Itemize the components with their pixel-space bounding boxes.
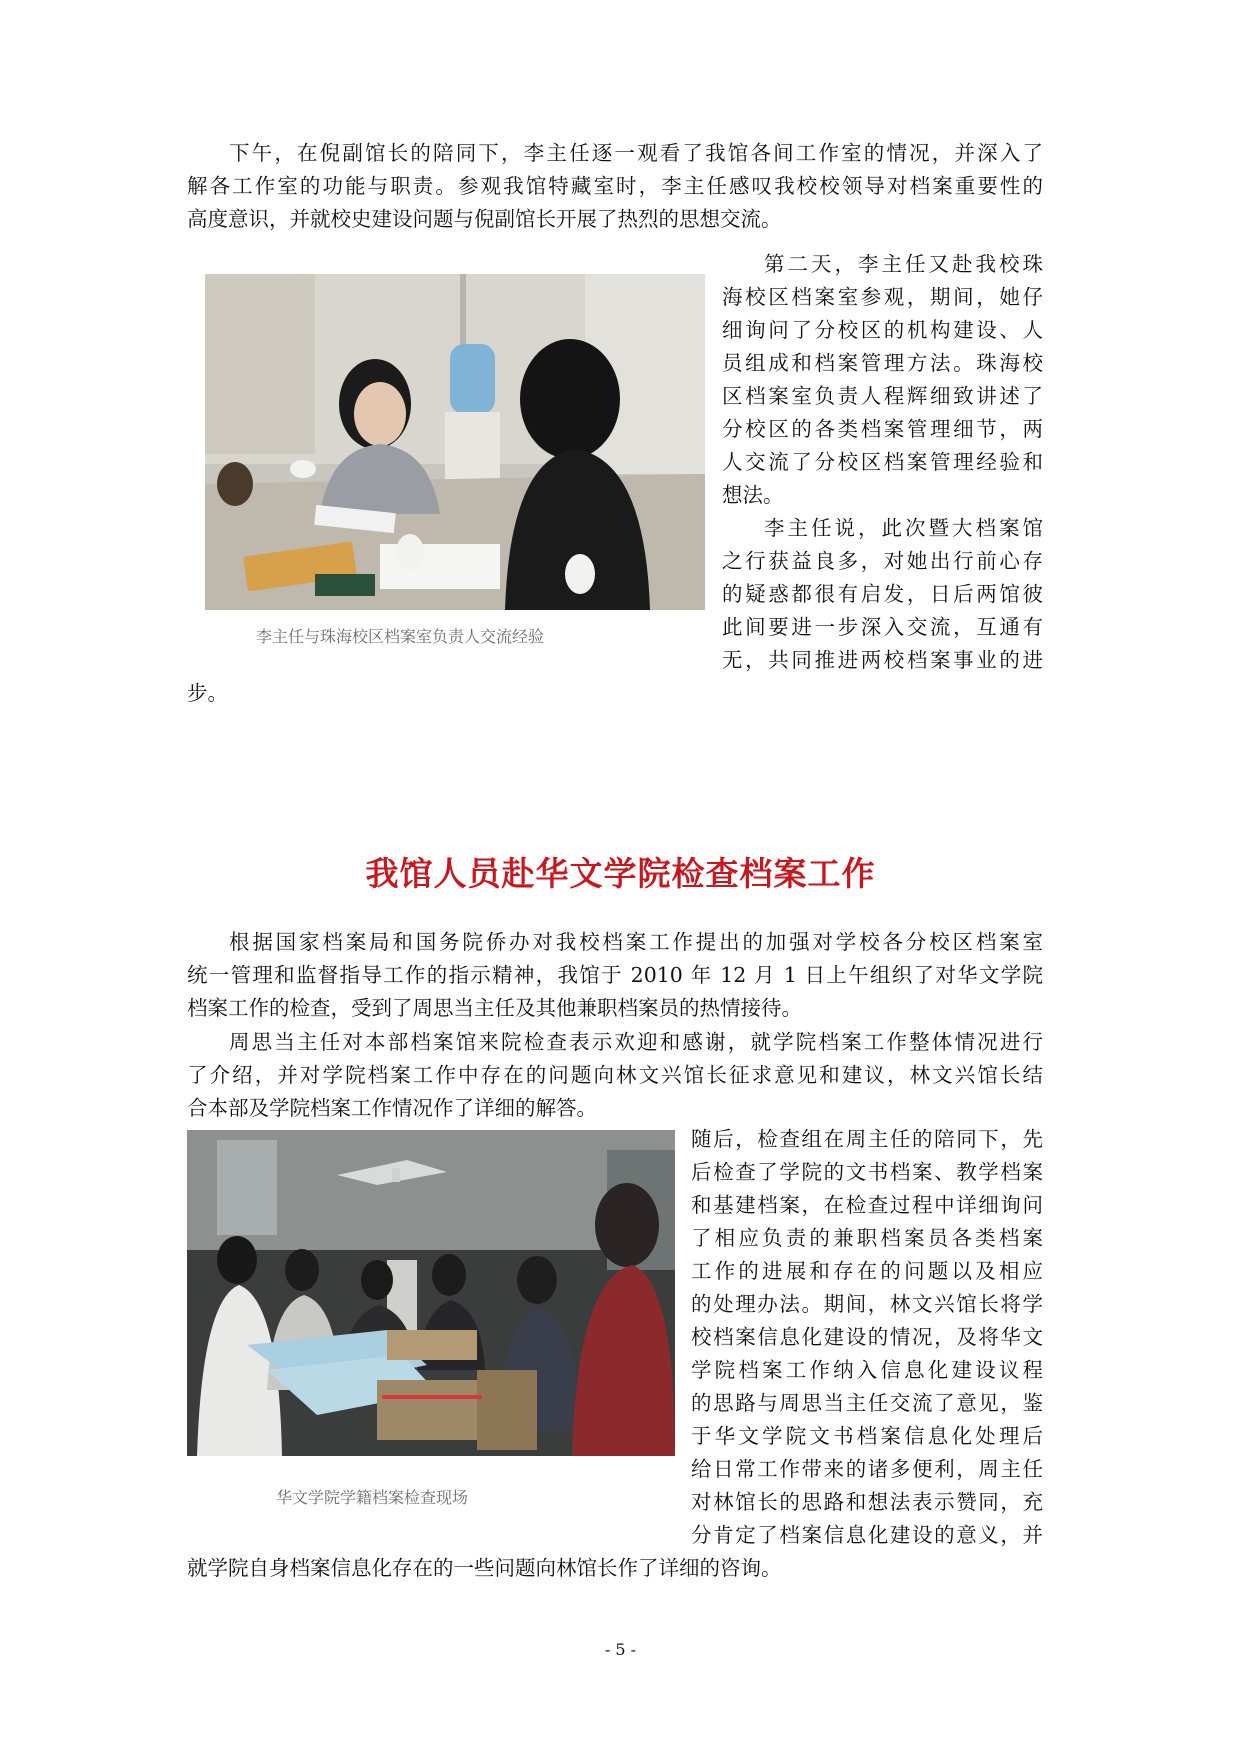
text-line: 统一管理和监督指导工作的指示精神，我馆于 2010 年 12 月 1 日上午组织了对华文学院 [187, 963, 1043, 987]
text-line: 的处理办法。期间，林文兴馆长将学 [691, 1292, 1043, 1316]
text-line: 此间要进一步深入交流，互通有 [722, 615, 1043, 639]
text-line: 的疑惑都很有启发，日后两馆彼 [722, 582, 1043, 606]
text-line: 校档案信息化建设的情况，及将华文 [691, 1325, 1043, 1349]
inspection-photo-illustration [187, 1130, 675, 1456]
text-line: 解各工作室的功能与职责。参观我馆特藏室时，李主任感叹我校校领导对档案重要性的 [187, 174, 1043, 198]
article-title: 我馆人员赴华文学院检查档案工作 [365, 854, 876, 893]
text-line: 档案工作的检查，受到了周思当主任及其他兼职档案员的热情接待。 [187, 996, 802, 1020]
photo-meeting-zhuhai [205, 274, 705, 610]
section1-paragraph-3-end [187, 677, 228, 710]
text-line: 了相应负责的兼职档案员各类档案 [691, 1226, 1043, 1250]
text-line: 分肯定了档案信息化建设的意义，并 [691, 1523, 1043, 1547]
text-line: 想法。 [722, 483, 784, 507]
text-line: 李主任说，此次暨大档案馆 [764, 516, 1043, 540]
text-line: 区档案室负责人程辉细致讲述了 [722, 384, 1043, 408]
text-line: 分校区的各类档案管理细节，两 [722, 417, 1043, 441]
text-line: 根据国家档案局和国务院侨办对我校档案工作提出的加强对学校各分校区档案室 [229, 930, 1043, 954]
text-line: 细询问了分校区的机构建设、人 [722, 318, 1043, 342]
text-line: 下午，在倪副馆长的陪同下，李主任逐一观看了我馆各间工作室的情况，并深入了 [229, 141, 1043, 165]
text-line: 了介绍，并对学院档案工作中存在的问题向林文兴馆长征求意见和建议，林文兴馆长结 [187, 1063, 1043, 1087]
photo-archive-inspection [187, 1130, 675, 1456]
text-line: 步。 [187, 681, 228, 705]
text-line: 于华文学院文书档案信息化处理后 [691, 1424, 1043, 1448]
text-line: 高度意识，并就校史建设问题与倪副馆长开展了热烈的思想交流。 [187, 207, 782, 231]
text-line: 无，共同推进两校档案事业的进 [722, 648, 1043, 672]
section2-paragraph-3-end [187, 1552, 782, 1585]
text-line: 人交流了分校区档案管理经验和 [722, 450, 1043, 474]
text-line: 后检查了学院的文书档案、教学档案 [691, 1160, 1043, 1184]
text-line: 海校区档案室参观，期间，她仔 [722, 285, 1043, 309]
text-line: 对林馆长的思路和想法表示赞同，充 [691, 1490, 1043, 1514]
text-line: 合本部及学院档案工作情况作了详细的解答。 [187, 1096, 597, 1120]
text-line: 周思当主任对本部档案馆来院检查表示欢迎和感谢，就学院档案工作整体情况进行 [229, 1030, 1043, 1054]
text-line: 学院档案工作纳入信息化建设议程 [691, 1358, 1043, 1382]
section2-paragraph-2 [187, 1026, 1043, 1125]
page-number: - 5 - [604, 1640, 637, 1659]
text-line: 就学院自身档案信息化存在的一些问题向林馆长作了详细的咨询。 [187, 1556, 782, 1580]
section1-paragraph-3 [722, 512, 1043, 677]
text-line: 工作的进展和存在的问题以及相应 [691, 1259, 1043, 1283]
text-line: 和基建档案，在检查过程中详细询问 [691, 1193, 1043, 1217]
section1-paragraph-2 [722, 248, 1043, 512]
text-line: 之行获益良多，对她出行前心存 [722, 549, 1043, 573]
photo-caption: 李主任与珠海校区档案室负责人交流经验 [256, 627, 545, 646]
text-line: 的思路与周思当主任交流了意见，鉴 [691, 1391, 1043, 1415]
section2-paragraph-1 [187, 926, 1043, 1025]
text-line: 员组成和档案管理方法。珠海校 [722, 351, 1043, 375]
photo-caption: 华文学院学籍档案检查现场 [276, 1488, 469, 1507]
text-line: 给日常工作带来的诸多便利，周主任 [691, 1457, 1043, 1481]
section1-paragraph-1 [187, 137, 1043, 236]
section2-paragraph-3 [691, 1123, 1043, 1552]
meeting-photo-illustration [205, 274, 705, 610]
text-line: 随后，检查组在周主任的陪同下，先 [691, 1127, 1043, 1151]
text-line: 第二天，李主任又赴我校珠 [764, 252, 1043, 276]
